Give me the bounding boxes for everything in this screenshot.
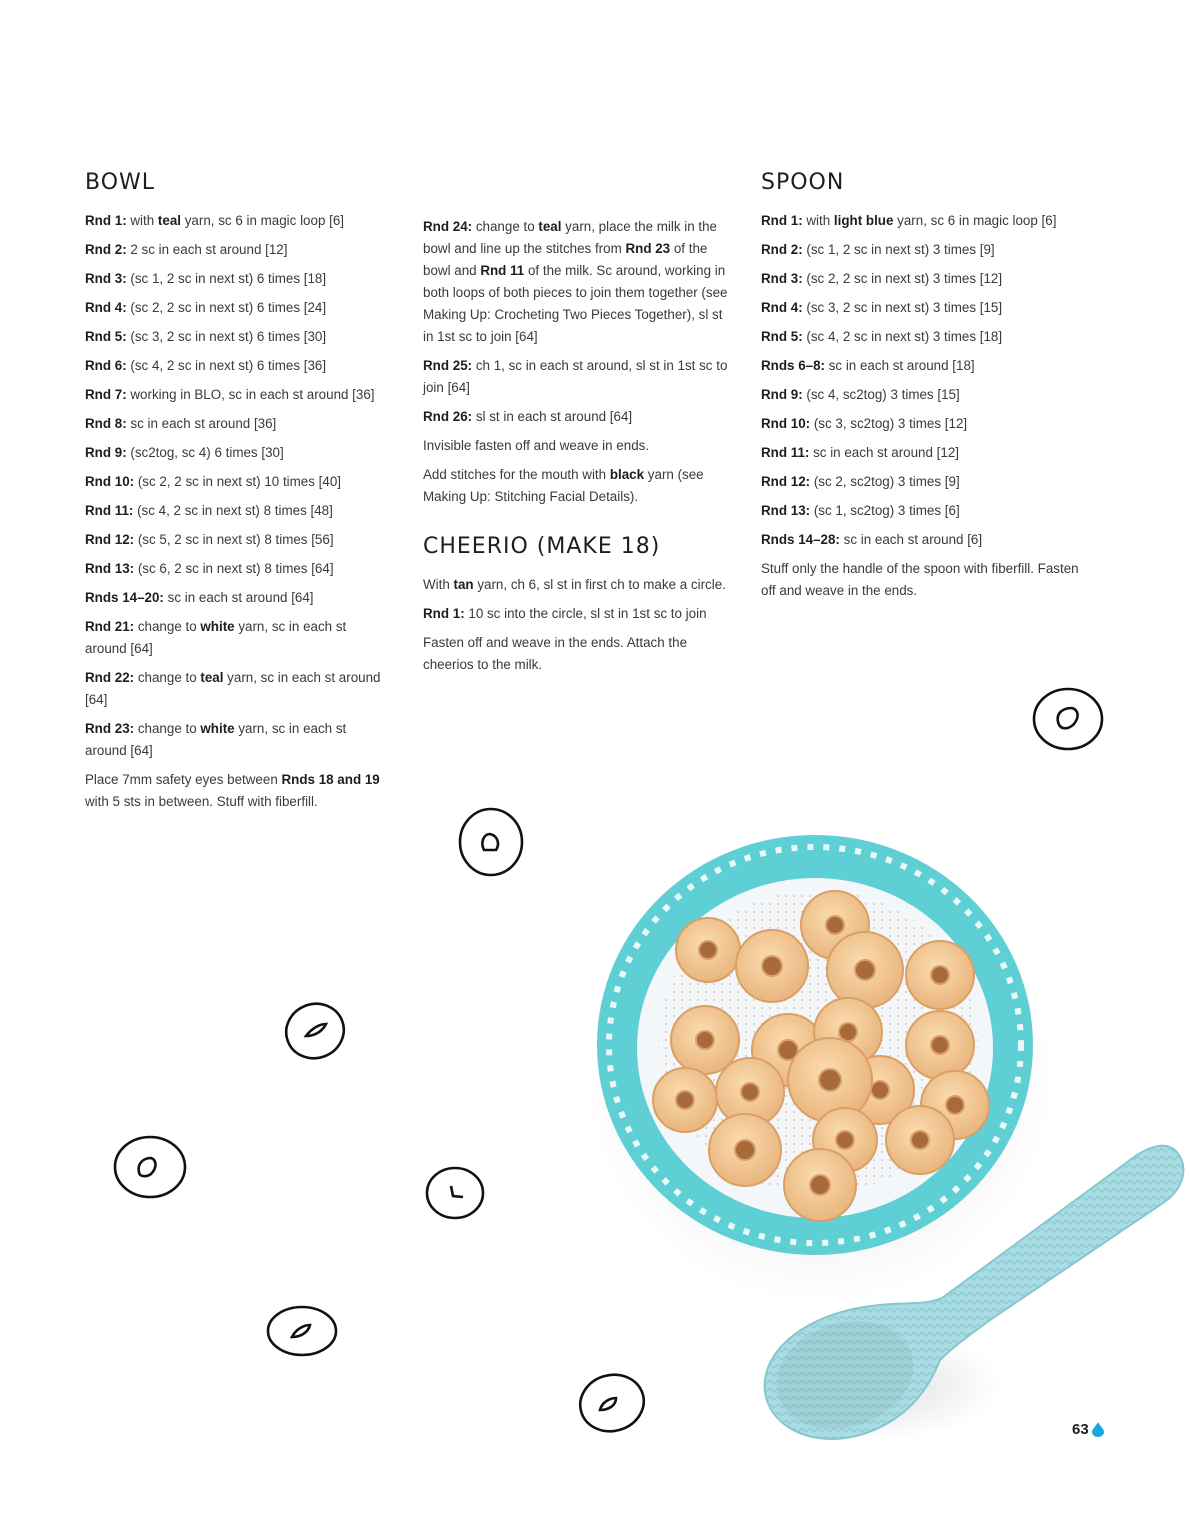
spoon-heading: SPOON [761,170,845,195]
bowl-section [85,170,390,820]
instruction-text: (sc 1, sc2tog) 3 times [6] [810,503,960,519]
instruction-text: yarn, ch 6, sl st in first ch to make a circle. [473,577,726,593]
instruction-text: with 5 sts in between. Stuff with fiberfill. [85,794,318,810]
instruction-text: sc in each st around [18] [825,358,975,374]
cheerio-doodle-icon [456,806,526,878]
instruction-text: yarn, sc in each st around [64] [85,619,347,657]
instruction-text: (sc 1, 2 sc in next st) 3 times [9] [802,242,995,258]
bold-text: tan [453,577,474,593]
instruction-text: 2 sc in each st around [12] [126,242,288,258]
instruction-text: sc in each st around [12] [809,445,959,461]
instruction-text: (sc 4, sc2tog) 3 times [15] [802,387,960,403]
bowl-continued-instructions [423,216,733,508]
bold-text: Rnd 10: [761,416,811,432]
instruction-line [85,500,390,522]
instruction-text: ch 1, sc in each st around, sl st in 1st sc to join [64] [423,358,728,395]
bold-text: Rnd 5: [85,329,127,345]
instruction-text: 10 sc into the circle, sl st in 1st sc to join [464,606,707,622]
bold-text: Rnd 10: [85,474,135,490]
instruction-line [423,574,733,596]
crochet-bowl-and-spoon-photo [590,820,1190,1460]
instruction-text: (sc 6, 2 sc in next st) 8 times [64] [134,561,334,577]
bold-text: Rnd 1: [85,213,127,229]
bold-text: teal [200,670,224,686]
instruction-line [423,464,733,508]
instruction-line [423,216,733,348]
instruction-text: (sc 2, 2 sc in next st) 10 times [40] [134,474,341,490]
instruction-text: yarn, sc in each st around [64] [85,670,381,708]
instruction-line [761,355,1081,377]
bold-text: Rnd 26: [423,409,473,424]
instruction-text: with [126,213,158,229]
instruction-line [85,413,390,435]
instruction-text: yarn, sc 6 in magic loop [6] [893,213,1057,229]
instruction-line [85,210,390,232]
bold-text: Rnd 6: [85,358,127,374]
instruction-line [761,384,1081,406]
instruction-text: (sc 2, sc2tog) 3 times [9] [810,474,960,490]
instruction-text: with [802,213,834,229]
bold-text: Rnd 23: [85,721,135,737]
bold-text: Rnd 13: [761,503,811,519]
instruction-text: Fasten off and weave in the ends. Attach the cheerios to the milk. [423,635,688,673]
cheerio-doodle-icon [264,1303,340,1359]
instruction-line [761,210,1081,232]
instruction-line [85,529,390,551]
bold-text: Rnd 3: [85,271,127,287]
bold-text: light blue [833,213,894,229]
bold-text: Rnd 13: [85,561,135,577]
instruction-text: (sc 2, 2 sc in next st) 6 times [24] [126,300,327,316]
bold-text: Rnd 8: [85,416,127,432]
bold-text: Rnd 11 [480,263,525,278]
instruction-text: (sc 3, sc2tog) 3 times [12] [810,416,968,432]
instruction-line [761,297,1081,319]
instruction-line [85,326,390,348]
instruction-line [423,406,733,428]
instruction-line [85,384,390,406]
instruction-text: Place 7mm safety eyes between [85,772,282,788]
instruction-line [85,667,390,711]
bold-text: Rnd 22: [85,670,135,686]
instruction-text: Add stitches for the mouth with [423,467,610,482]
instruction-text: Invisible fasten off and weave in ends. [423,438,650,453]
bold-text: Rnds 18 and 19 [281,772,380,788]
instruction-text: yarn (see Making Up: Stitching Facial Details). [423,467,704,504]
instruction-line [761,239,1081,261]
instruction-line [85,471,390,493]
bold-text: Rnd 11: [85,503,134,519]
bowl-heading: BOWL [85,170,156,195]
cheerio-instructions [423,574,733,676]
instruction-text: (sc 4, 2 sc in next st) 3 times [18] [802,329,1003,345]
bold-text: black [609,467,645,482]
instruction-text: change to [134,670,201,686]
bold-text: Rnd 24: [423,219,473,234]
instruction-line [423,435,733,457]
instruction-line [85,587,390,609]
instruction-text: change to [134,619,201,635]
bold-text: Rnd 21: [85,619,135,635]
bold-text: Rnd 9: [761,387,803,403]
page-number-label: 63 [1072,1421,1089,1438]
instruction-line [761,558,1081,602]
bold-text: Rnd 2: [85,242,127,258]
bold-text: Rnd 5: [761,329,803,345]
instruction-line [423,603,733,625]
instruction-text: sl st in each st around [64] [472,409,633,424]
instruction-text: (sc 5, 2 sc in next st) 8 times [56] [134,532,334,548]
instruction-text: working in BLO, sc in each st around [36] [126,387,375,403]
instruction-line [423,632,733,676]
instruction-line [85,297,390,319]
instruction-text: yarn, sc in each st around [64] [85,721,347,759]
cheerio-doodle-icon [423,1164,487,1222]
instruction-text: (sc2tog, sc 4) 6 times [30] [126,445,284,461]
bold-text: Rnd 1: [761,213,803,229]
bold-text: Rnds 14–20: [85,590,164,606]
instruction-text: (sc 4, 2 sc in next st) 6 times [36] [126,358,327,374]
instruction-text: sc in each st around [6] [839,532,983,548]
cheerio-doodle-icon [1030,686,1106,752]
bold-text: teal [538,219,562,234]
instruction-line [761,442,1081,464]
instruction-text: of the milk. Sc around, working in both loops of both pieces to join them together (see Making Up: Crocheting Two Pieces Together), sl st in 1st sc to join [64] [423,263,728,344]
instruction-line [85,769,390,813]
instruction-line [761,268,1081,290]
instruction-line [85,442,390,464]
spoon-section [761,170,1081,609]
cheerio-doodle-icon [111,1134,189,1200]
bold-text: Rnd 2: [761,242,803,258]
bold-text: white [200,721,235,737]
instruction-text: Stuff only the handle of the spoon with fiberfill. Fasten off and weave in the ends. [761,561,1079,599]
bold-text: teal [157,213,181,229]
bowl-instructions [85,210,390,813]
instruction-text: With [423,577,454,593]
bold-text: Rnd 9: [85,445,127,461]
instruction-text: (sc 4, 2 sc in next st) 8 times [48] [133,503,333,519]
bold-text: Rnds 14–28: [761,532,840,548]
instruction-line [85,355,390,377]
bold-text: Rnd 25: [423,358,473,373]
instruction-line [761,471,1081,493]
bold-text: Rnd 12: [85,532,135,548]
instruction-text: change to [134,721,201,737]
instruction-line [85,616,390,660]
cheerio-heading: CHEERIO (MAKE 18) [423,534,661,559]
instruction-line [761,500,1081,522]
instruction-text: of the bowl and [423,241,708,278]
instruction-text: yarn, sc 6 in magic loop [6] [181,213,344,229]
instruction-line [85,268,390,290]
bowl-continued-section [423,216,733,683]
instruction-text: (sc 3, 2 sc in next st) 3 times [15] [802,300,1003,316]
instruction-text: sc in each st around [36] [126,416,277,432]
bold-text: Rnd 4: [85,300,127,316]
cheerio-doodle-icon [282,1000,348,1062]
instruction-line [761,326,1081,348]
instruction-text: (sc 2, 2 sc in next st) 3 times [12] [802,271,1003,287]
instruction-line [85,558,390,580]
instruction-text: change to [472,219,539,234]
bold-text: Rnd 3: [761,271,803,287]
instruction-line [85,718,390,762]
instruction-line [761,413,1081,435]
bold-text: Rnd 7: [85,387,127,403]
bold-text: Rnd 11: [761,445,810,461]
bold-text: Rnds 6–8: [761,358,825,374]
instruction-line [423,355,733,399]
instruction-text: (sc 1, 2 sc in next st) 6 times [18] [126,271,327,287]
bold-text: Rnd 23 [625,241,671,256]
instruction-text: sc in each st around [64] [163,590,314,606]
bold-text: Rnd 1: [423,606,465,622]
bold-text: white [200,619,235,635]
water-drop-icon [1092,1422,1104,1437]
bold-text: Rnd 12: [761,474,811,490]
page-number [1072,1421,1104,1438]
bold-text: Rnd 4: [761,300,803,316]
instruction-line [761,529,1081,551]
instruction-text: yarn, place the milk in the bowl and line up the stitches from [423,219,718,256]
spoon-instructions [761,210,1081,602]
instruction-text: (sc 3, 2 sc in next st) 6 times [30] [126,329,327,345]
instruction-line [85,239,390,261]
